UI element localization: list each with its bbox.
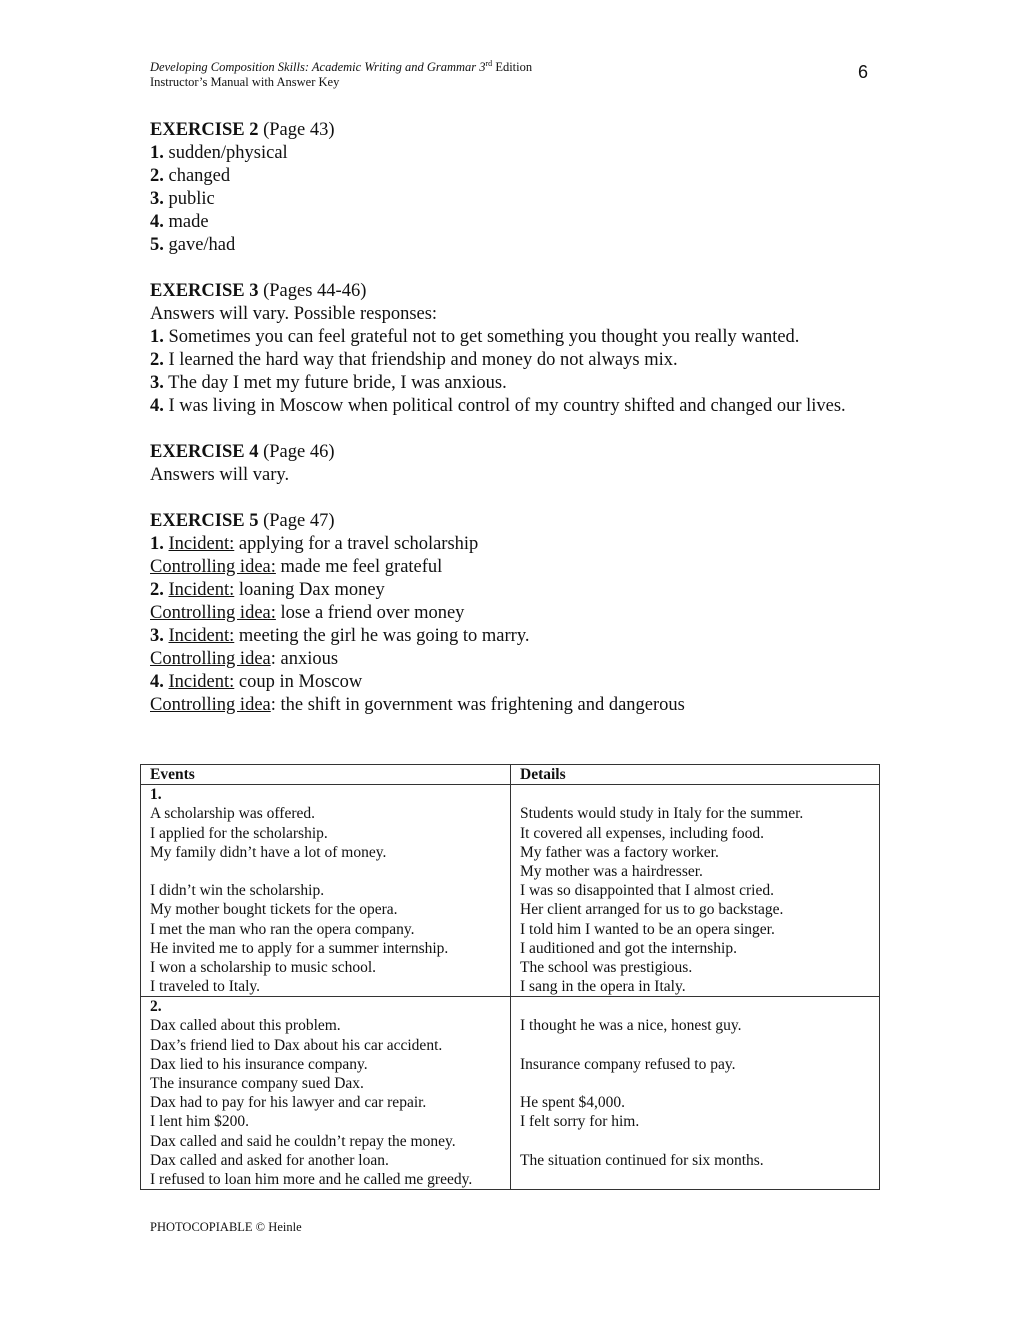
list-item: 1. Sometimes you can feel grateful not to get something you thought you really wanted. [150,327,800,347]
list-item: 2. changed [150,166,231,186]
incident-line: 4. Incident: coup in Moscow [150,672,363,692]
table-line: The situation continued for six months. [520,1151,764,1169]
table-line: It covered all expenses, including food. [520,824,765,842]
list-item: 4. I was living in Moscow when political control of my country shifted and changed our lives. [150,396,846,416]
table-line: A scholarship was offered. [150,805,316,823]
table-line: He spent $4,000. [520,1094,626,1112]
table-line: Dax called and said he couldn’t repay the money. [150,1132,456,1150]
exercise-3-intro: Answers will vary. Possible responses: [150,304,438,324]
list-item: 3. public [150,189,215,209]
table-line: My family didn’t have a lot of money. [150,843,387,861]
table-line: I lent him $200. [150,1113,250,1131]
answer-content [150,119,880,717]
list-item: 1. sudden/physical [150,143,288,163]
table-line: I won a scholarship to music school. [150,958,377,976]
events-header: Events [141,765,511,785]
table-line: I applied for the scholarship. [150,824,328,842]
table-line: Dax’s friend lied to Dax about his car accident. [150,1036,443,1054]
table-line: I told him I wanted to be an opera singer. [520,920,775,938]
table-line [520,1074,870,1093]
details-cell [511,997,880,1190]
events-cell: 2. Dax called about this problem. Dax’s friend lied to Dax about his car accident. Dax lied to his insurance company. The insurance company sued Dax. Dax had to pay for his lawyer and car repair. I lent him $200. Dax called and said he couldn’t repay the money. Dax called and asked for another loan. I refused to loan him more and he called me greedy. [141,997,511,1190]
list-item: 5. gave/had [150,235,236,255]
events-details-table [140,764,880,1190]
table-line: I thought he was a nice, honest guy. [520,1017,742,1035]
table-line: My father was a factory worker. [520,843,719,861]
table-line: My mother was a hairdresser. [520,862,703,880]
table-line: Insurance company refused to pay. [520,1055,736,1073]
list-item: 2. I learned the hard way that friendship and money do not always mix. [150,350,678,370]
controlling-idea-line: Controlling idea: made me feel grateful [150,557,443,577]
page-number: 6 [858,62,869,82]
exercise-5-heading: EXERCISE 5 (Page 47) [150,511,335,531]
table-line: Her client arranged for us to go backstage. [520,901,784,919]
table-row [141,997,880,1190]
table-line: Dax had to pay for his lawyer and car repair. [150,1094,427,1112]
page-footer: PHOTOCOPIABLE © Heinle [150,1220,302,1234]
exercise-4-heading: EXERCISE 4 (Page 46) [150,442,335,462]
exercise-4-text: Answers will vary. [150,465,290,485]
exercise-3-heading: EXERCISE 3 (Pages 44-46) [150,281,367,301]
table-line: Dax called about this problem. [150,1017,341,1035]
controlling-idea-line: Controlling idea: anxious [150,649,339,669]
book-title: Developing Composition Skills: Academic Writing and Grammar 3rd Edition [150,58,533,74]
table-row [141,785,880,997]
table-line [520,1132,870,1151]
controlling-idea-line: Controlling idea: the shift in government was frightening and dangerous [150,695,685,715]
details-cell [511,785,880,997]
list-item: 4. made [150,212,209,232]
events-cell: 1. A scholarship was offered. I applied for the scholarship. My family didn’t have a lot of money. I didn’t win the scholarship. My mother bought tickets for the opera. I met the man who ran the opera company. He invited me to apply for a summer internship. I won a scholarship to music school. I traveled to Italy. [141,785,511,997]
table-line: The insurance company sued Dax. [150,1075,364,1093]
incident-line: 3. Incident: meeting the girl he was going to marry. [150,626,530,646]
page-header [150,60,532,90]
table-line: I met the man who ran the opera company. [150,920,415,938]
incident-line: 1. Incident: applying for a travel scholarship [150,534,479,554]
table-line: Students would study in Italy for the summer. [520,805,804,823]
details-header: Details [511,765,880,785]
list-item: 3. The day I met my future bride, I was anxious. [150,373,507,393]
book-subtitle: Instructor’s Manual with Answer Key [150,75,340,89]
table-line: My mother bought tickets for the opera. [150,901,398,919]
table-line: He invited me to apply for a summer internship. [150,939,449,957]
table-line: I felt sorry for him. [520,1113,640,1131]
table-line: I refused to loan him more and he called me greedy. [150,1170,473,1188]
controlling-idea-line: Controlling idea: lose a friend over money [150,603,465,623]
table-line [150,862,501,881]
table-line: I sang in the opera in Italy. [520,978,686,996]
table-line: Dax lied to his insurance company. [150,1055,368,1073]
table-line: Dax called and asked for another loan. [150,1151,389,1169]
exercise-2-heading: EXERCISE 2 (Page 43) [150,120,335,140]
table-line: I traveled to Italy. [150,978,261,996]
table-line [520,1170,870,1189]
table-line [520,1036,870,1055]
incident-line: 2. Incident: loaning Dax money [150,580,385,600]
table-line: I didn’t win the scholarship. [150,882,325,900]
table-line: I was so disappointed that I almost cried. [520,882,774,900]
table-line: The school was prestigious. [520,958,693,976]
table-header-row [141,765,880,785]
table-line: I auditioned and got the internship. [520,939,737,957]
